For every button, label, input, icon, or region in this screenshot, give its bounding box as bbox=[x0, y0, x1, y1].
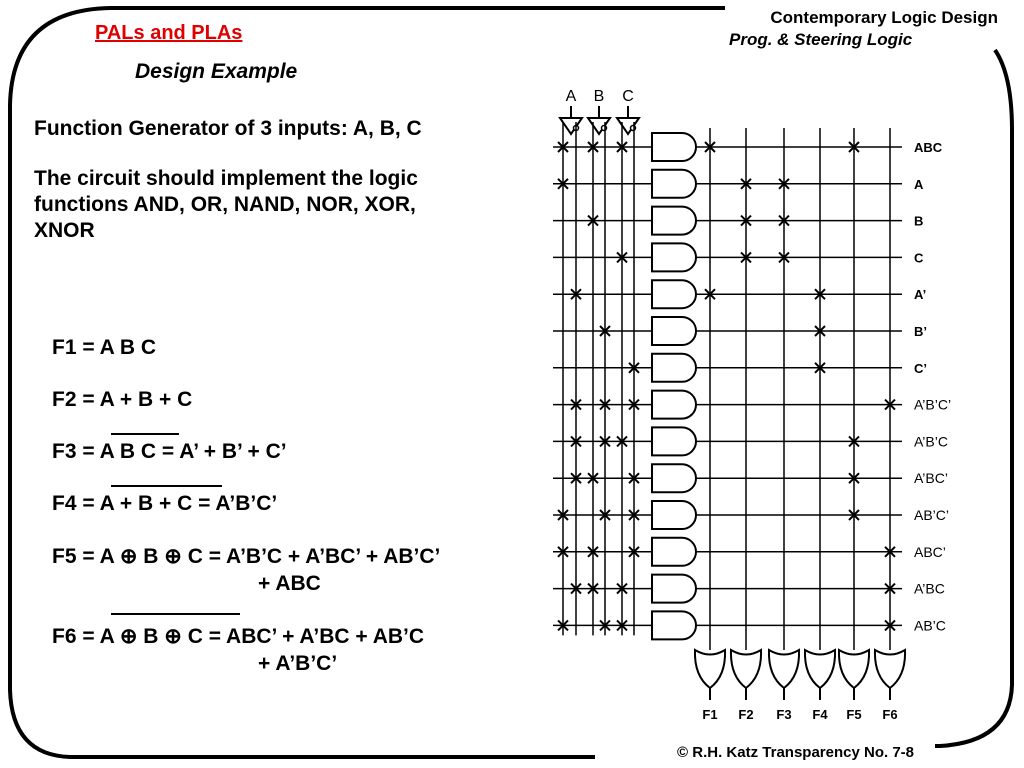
product-term-label: B bbox=[914, 213, 924, 229]
product-term-label: A’ bbox=[914, 287, 927, 303]
output-label-f1: F1 bbox=[702, 707, 718, 722]
product-term-label: ABC bbox=[914, 140, 943, 155]
output-label-f6: F6 bbox=[882, 707, 898, 722]
or-gate bbox=[839, 650, 869, 688]
output-label-f2: F2 bbox=[738, 707, 754, 722]
course-title: Contemporary Logic Design bbox=[770, 8, 998, 27]
slide-subtitle: Design Example bbox=[135, 60, 298, 83]
output-label-f4: F4 bbox=[812, 707, 828, 722]
and-gate bbox=[652, 170, 696, 198]
or-gate bbox=[695, 650, 725, 688]
and-gate bbox=[652, 391, 696, 419]
input-buffer bbox=[588, 118, 610, 134]
intro-line-1: Function Generator of 3 inputs: A, B, C bbox=[34, 117, 422, 140]
equation-f6: F6 = A ⊕ B ⊕ C = ABC’ + A’BC + AB’C bbox=[52, 625, 425, 648]
or-gate bbox=[805, 650, 835, 688]
output-label-f3: F3 bbox=[776, 707, 792, 722]
product-term-label: A’BC’ bbox=[914, 470, 948, 487]
product-term-label: C’ bbox=[914, 360, 927, 376]
and-gate bbox=[652, 243, 696, 271]
topic-title: Prog. & Steering Logic bbox=[729, 30, 913, 49]
and-gate bbox=[652, 133, 696, 161]
or-gate bbox=[875, 650, 905, 688]
input-buffer bbox=[617, 118, 639, 134]
slide-title: PALs and PLAs bbox=[95, 22, 243, 44]
and-gate bbox=[652, 464, 696, 492]
input-label-a: A bbox=[565, 88, 577, 105]
or-gate bbox=[731, 650, 761, 688]
product-term-label: A’B’C’ bbox=[914, 396, 952, 413]
product-term-label: C bbox=[914, 250, 924, 266]
and-gate bbox=[652, 317, 696, 345]
input-label-c: C bbox=[622, 88, 634, 105]
product-term-label: ABC’ bbox=[914, 543, 946, 560]
product-term-label: AB’C’ bbox=[914, 507, 950, 523]
output-label-f5: F5 bbox=[846, 707, 862, 722]
equation-f5: F5 = A ⊕ B ⊕ C = A’B’C + A’BC’ + AB’C’ bbox=[52, 545, 441, 568]
equation-f3: F3 = A B C = A’ + B’ + C’ bbox=[52, 440, 287, 463]
intro-line-3: functions AND, OR, NAND, NOR, XOR, bbox=[34, 193, 416, 216]
and-gate bbox=[652, 207, 696, 235]
and-gate bbox=[652, 611, 696, 639]
and-gate bbox=[652, 427, 696, 455]
or-gate bbox=[769, 650, 799, 688]
and-gate bbox=[652, 538, 696, 566]
and-gate bbox=[652, 280, 696, 308]
intro-line-2: The circuit should implement the logic bbox=[34, 167, 418, 190]
equation-f4: F4 = A + B + C = A’B’C’ bbox=[52, 492, 278, 515]
equation-f2: F2 = A + B + C bbox=[52, 388, 193, 411]
product-term-label: AB’C bbox=[914, 617, 946, 634]
equation-f6-continued: + A’B’C’ bbox=[258, 652, 338, 675]
product-term-label: B’ bbox=[914, 324, 927, 339]
and-gate bbox=[652, 575, 696, 603]
intro-line-4: XNOR bbox=[34, 219, 95, 242]
input-label-b: B bbox=[593, 88, 605, 105]
and-gate bbox=[652, 501, 696, 529]
and-gate bbox=[652, 354, 696, 382]
product-term-label: A’BC bbox=[914, 580, 945, 597]
equation-f5-continued: + ABC bbox=[258, 572, 321, 595]
product-term-label: A bbox=[914, 176, 924, 192]
footer-credit: © R.H. Katz Transparency No. 7-8 bbox=[677, 744, 914, 761]
equation-f1: F1 = A B C bbox=[52, 336, 157, 359]
product-term-label: A’B’C bbox=[914, 433, 948, 450]
